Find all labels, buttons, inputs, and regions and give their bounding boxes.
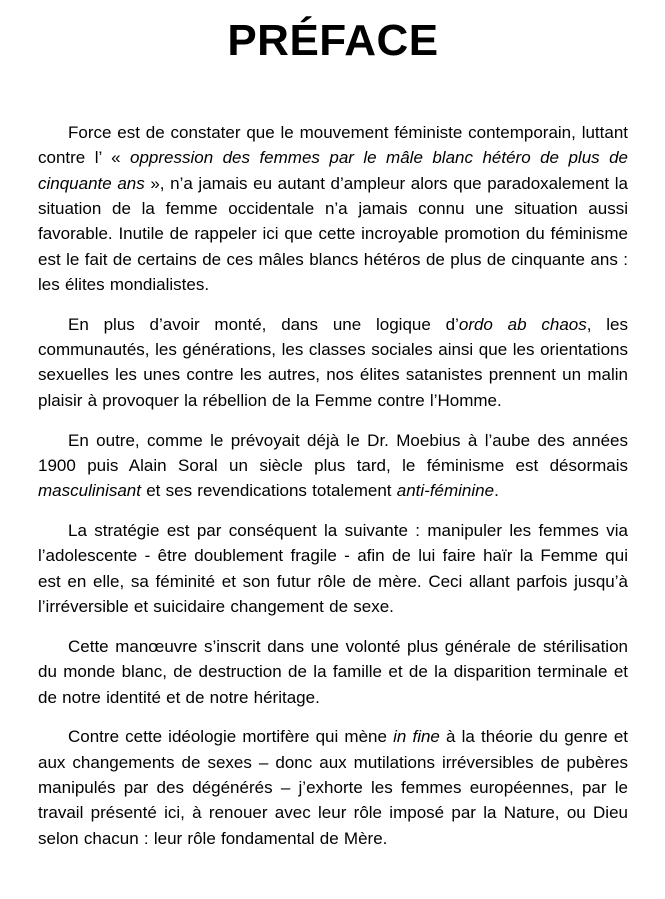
page-title: PRÉFACE <box>227 16 439 65</box>
italic-segment: ordo ab chaos <box>458 314 587 334</box>
paragraph <box>38 312 628 413</box>
text-segment: . <box>494 481 499 501</box>
text-segment: En outre, comme le prévoyait déjà le Dr. Moebius à l’aube des années 1900 puis Alain Soral un siècle plus tard, le féminisme est désormais <box>38 430 628 475</box>
paragraph <box>38 428 628 504</box>
paragraph <box>38 724 628 851</box>
document-body <box>38 120 628 851</box>
paragraph <box>38 120 628 297</box>
italic-segment: anti-féminine <box>396 481 495 501</box>
text-segment: à la théorie du genre et aux changements de sexes – donc aux mutilations irréversibles de pubères manipulés par des dégénérés – j’exhorte les femmes européennes, par le travail présenté ici, à renouer avec leur rôle imposé par la Nature, ou Dieu selon chacun : leur rôle fondamental de Mère. <box>38 727 628 848</box>
text-segment: », n’a jamais eu autant d’ampleur alors que paradoxalement la situation de la femme occidentale n’a jamais connu une situation aussi favorable. Inutile de rappeler ici que cette incroyable promotion du féminisme est le fait de certains de ces mâles blancs hétéros de plus de cinquante ans : les élites mondialistes. <box>38 173 628 294</box>
text-segment: La stratégie est par conséquent la suivante : manipuler les femmes via l’adolescente - être doublement fragile - afin de lui faire haïr la Femme qui est en elle, sa féminité et son futur rôle de mère. Ceci allant parfois jusqu’à l’irréversible et suicidaire changement de sexe. <box>38 521 628 617</box>
text-segment: et ses revendications totalement <box>141 481 397 501</box>
text-segment: Cette manœuvre s’inscrit dans une volonté plus générale de stérilisation du monde blanc, de destruction de la famille et de la disparition terminale et de notre identité et de notre héritage. <box>38 636 628 707</box>
text-segment: En plus d’avoir monté, dans une logique d’ <box>68 314 459 334</box>
italic-segment: oppression des femmes par le mâle blanc hétéro de plus de cinquante ans <box>38 148 629 193</box>
text-segment: Contre cette idéologie mortifère qui mène <box>68 727 394 747</box>
italic-segment: masculinisant <box>38 481 141 501</box>
text-segment: , les communautés, les générations, les classes sociales ainsi que les orientations sexuelles les unes contre les autres, nos élites satanistes prennent un malin plaisir à provoquer la rébellion de la Femme contre l’Homme. <box>38 314 628 410</box>
italic-segment: in fine <box>393 727 440 747</box>
paragraph <box>38 634 628 710</box>
paragraph <box>38 518 628 619</box>
text-segment: Force est de constater que le mouvement féministe contemporain, luttant contre l’ « <box>38 123 628 168</box>
